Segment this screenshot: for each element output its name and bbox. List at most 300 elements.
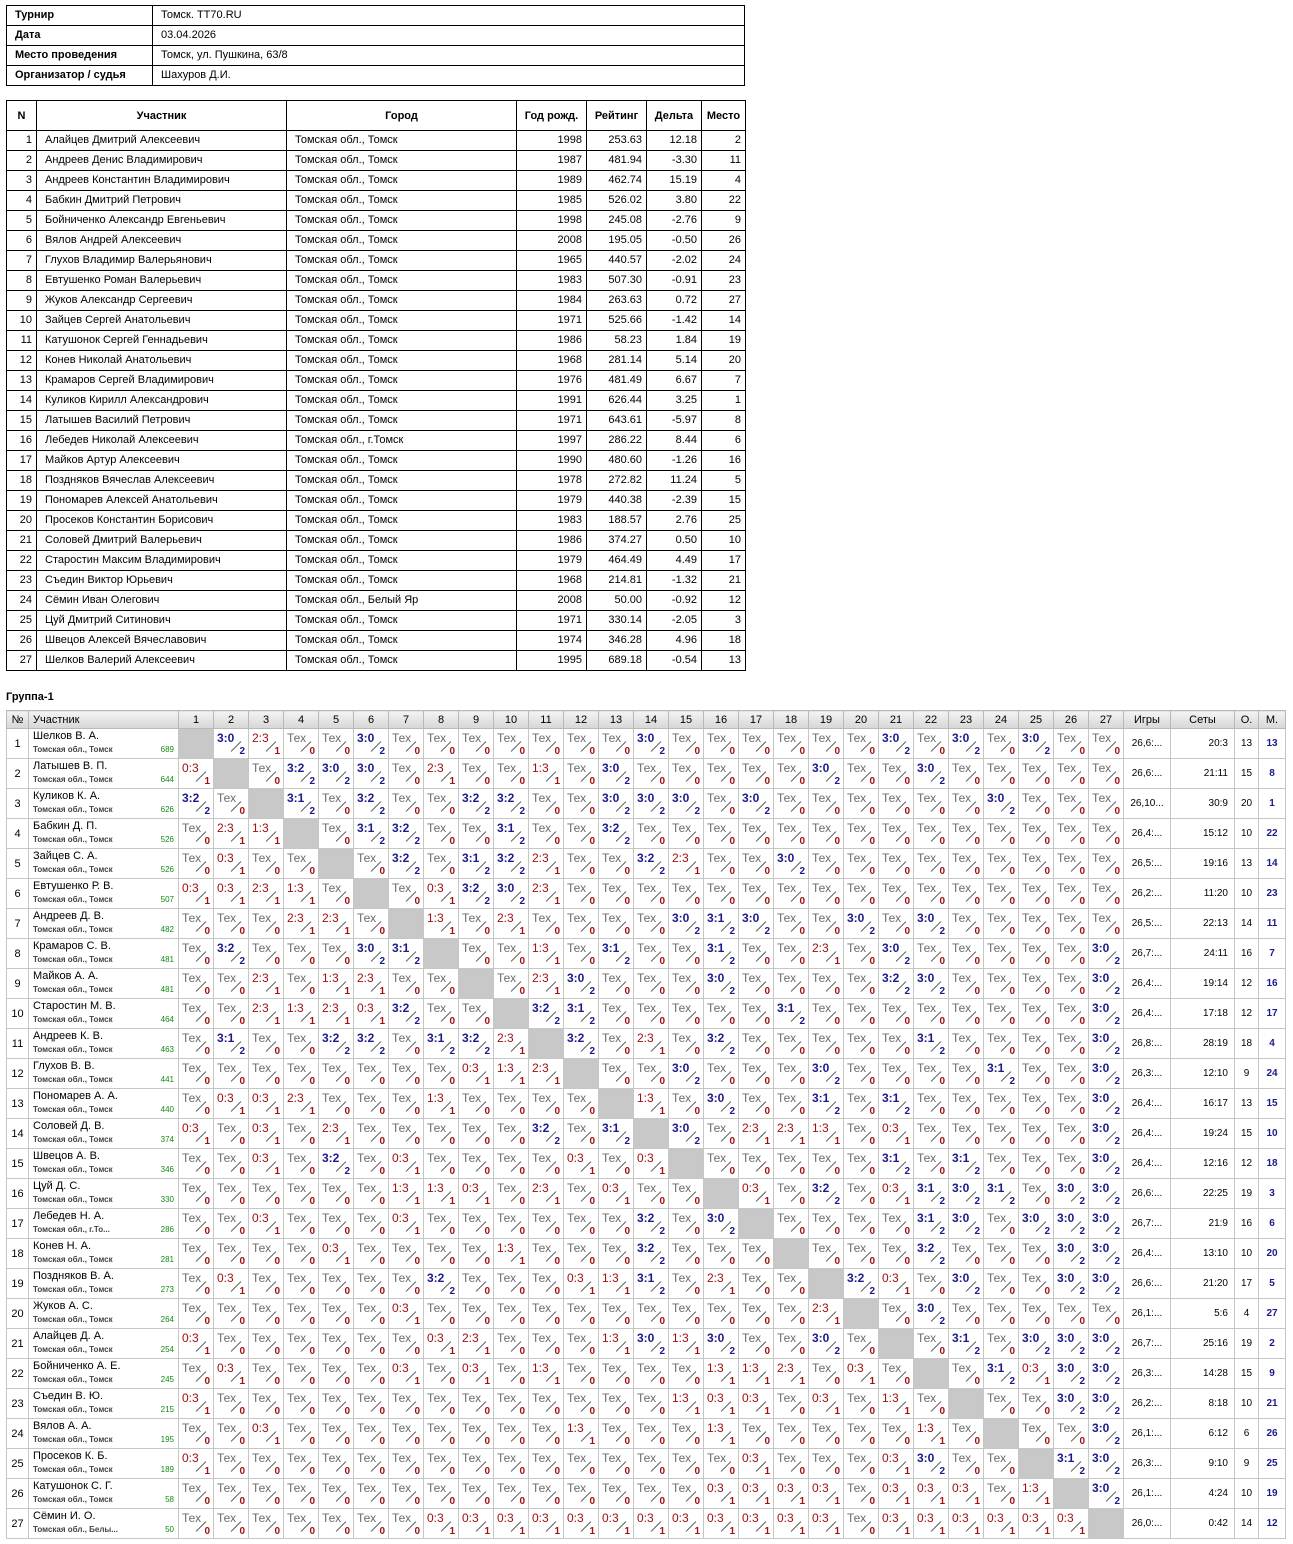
match-cell[interactable]	[599, 1179, 634, 1209]
match-cell[interactable]	[844, 1359, 879, 1389]
match-cell[interactable]	[529, 1389, 564, 1419]
match-cell[interactable]	[879, 789, 914, 819]
match-cell[interactable]	[914, 1089, 949, 1119]
match-cell[interactable]	[284, 1029, 319, 1059]
match-cell[interactable]	[424, 1209, 459, 1239]
match-cell[interactable]	[389, 1089, 424, 1119]
match-cell[interactable]	[284, 1359, 319, 1389]
match-cell[interactable]	[949, 1479, 984, 1509]
match-cell[interactable]	[774, 1149, 809, 1179]
match-cell[interactable]	[424, 1149, 459, 1179]
match-cell[interactable]	[739, 1509, 774, 1539]
match-cell[interactable]	[1089, 789, 1124, 819]
match-cell[interactable]	[949, 849, 984, 879]
match-cell[interactable]	[984, 1299, 1019, 1329]
match-cell[interactable]	[214, 729, 249, 759]
match-cell[interactable]	[1054, 819, 1089, 849]
match-cell[interactable]	[739, 1389, 774, 1419]
match-cell[interactable]	[1019, 1119, 1054, 1149]
match-cell[interactable]	[739, 1179, 774, 1209]
match-cell[interactable]	[914, 819, 949, 849]
match-cell[interactable]	[354, 1059, 389, 1089]
match-cell[interactable]	[389, 1419, 424, 1449]
match-cell[interactable]	[459, 879, 494, 909]
match-cell[interactable]	[179, 1059, 214, 1089]
match-cell[interactable]	[389, 1269, 424, 1299]
match-cell[interactable]	[459, 1389, 494, 1419]
match-cell[interactable]	[424, 1179, 459, 1209]
match-cell[interactable]	[669, 1479, 704, 1509]
match-cell[interactable]	[1019, 969, 1054, 999]
match-cell[interactable]	[739, 1329, 774, 1359]
match-cell[interactable]	[984, 849, 1019, 879]
match-cell[interactable]	[1089, 879, 1124, 909]
match-cell[interactable]	[984, 1479, 1019, 1509]
match-cell[interactable]	[179, 819, 214, 849]
match-cell[interactable]	[1054, 759, 1089, 789]
match-cell[interactable]	[354, 819, 389, 849]
match-cell[interactable]	[949, 939, 984, 969]
match-cell[interactable]	[179, 1089, 214, 1119]
match-cell[interactable]	[249, 1449, 284, 1479]
match-cell[interactable]	[949, 789, 984, 819]
match-cell[interactable]	[529, 1089, 564, 1119]
match-cell[interactable]	[669, 819, 704, 849]
match-cell[interactable]	[529, 1299, 564, 1329]
match-cell[interactable]	[704, 1509, 739, 1539]
match-cell[interactable]	[529, 819, 564, 849]
match-cell[interactable]	[249, 1479, 284, 1509]
match-cell[interactable]	[284, 1509, 319, 1539]
match-cell[interactable]	[984, 909, 1019, 939]
match-cell[interactable]	[214, 1419, 249, 1449]
match-cell[interactable]	[389, 759, 424, 789]
match-cell[interactable]	[1089, 1479, 1124, 1509]
match-cell[interactable]	[809, 1509, 844, 1539]
match-cell[interactable]	[669, 849, 704, 879]
match-cell[interactable]	[1019, 1299, 1054, 1329]
match-cell[interactable]	[739, 729, 774, 759]
match-cell[interactable]	[494, 1209, 529, 1239]
match-cell[interactable]	[354, 759, 389, 789]
match-cell[interactable]	[704, 1419, 739, 1449]
match-cell[interactable]	[914, 969, 949, 999]
match-cell[interactable]	[1089, 909, 1124, 939]
match-cell[interactable]	[424, 1119, 459, 1149]
match-cell[interactable]	[1089, 1209, 1124, 1239]
match-cell[interactable]	[529, 1239, 564, 1269]
match-cell[interactable]	[879, 879, 914, 909]
match-cell[interactable]	[879, 729, 914, 759]
match-cell[interactable]	[914, 759, 949, 789]
match-cell[interactable]	[739, 1479, 774, 1509]
match-cell[interactable]	[704, 1029, 739, 1059]
match-cell[interactable]	[844, 1209, 879, 1239]
match-cell[interactable]	[424, 879, 459, 909]
match-cell[interactable]	[389, 999, 424, 1029]
match-cell[interactable]	[634, 1179, 669, 1209]
match-cell[interactable]	[809, 1149, 844, 1179]
match-cell[interactable]	[249, 1389, 284, 1419]
match-cell[interactable]	[739, 1119, 774, 1149]
match-cell[interactable]	[424, 789, 459, 819]
match-cell[interactable]	[564, 1299, 599, 1329]
match-cell[interactable]	[249, 1269, 284, 1299]
match-cell[interactable]	[949, 1269, 984, 1299]
match-cell[interactable]	[564, 1419, 599, 1449]
match-cell[interactable]	[214, 1029, 249, 1059]
match-cell[interactable]	[984, 1359, 1019, 1389]
match-cell[interactable]	[599, 729, 634, 759]
match-cell[interactable]	[879, 1209, 914, 1239]
match-cell[interactable]	[564, 849, 599, 879]
match-cell[interactable]	[634, 849, 669, 879]
match-cell[interactable]	[984, 939, 1019, 969]
match-cell[interactable]	[599, 1119, 634, 1149]
match-cell[interactable]	[459, 1269, 494, 1299]
match-cell[interactable]	[354, 1269, 389, 1299]
match-cell[interactable]	[1089, 1329, 1124, 1359]
match-cell[interactable]	[1019, 1029, 1054, 1059]
match-cell[interactable]	[774, 729, 809, 759]
match-cell[interactable]	[809, 1329, 844, 1359]
match-cell[interactable]	[599, 1149, 634, 1179]
match-cell[interactable]	[1089, 1419, 1124, 1449]
match-cell[interactable]	[774, 1059, 809, 1089]
match-cell[interactable]	[809, 999, 844, 1029]
match-cell[interactable]	[179, 1239, 214, 1269]
match-cell[interactable]	[284, 789, 319, 819]
match-cell[interactable]	[774, 1089, 809, 1119]
match-cell[interactable]	[669, 729, 704, 759]
match-cell[interactable]	[669, 1509, 704, 1539]
match-cell[interactable]	[529, 1179, 564, 1209]
match-cell[interactable]	[529, 789, 564, 819]
match-cell[interactable]	[249, 729, 284, 759]
match-cell[interactable]	[249, 1509, 284, 1539]
match-cell[interactable]	[914, 1509, 949, 1539]
match-cell[interactable]	[284, 1089, 319, 1119]
match-cell[interactable]	[984, 819, 1019, 849]
match-cell[interactable]	[774, 1359, 809, 1389]
match-cell[interactable]	[564, 1149, 599, 1179]
match-cell[interactable]	[459, 1509, 494, 1539]
match-cell[interactable]	[774, 1179, 809, 1209]
match-cell[interactable]	[1019, 1149, 1054, 1179]
match-cell[interactable]	[459, 1299, 494, 1329]
match-cell[interactable]	[459, 1029, 494, 1059]
match-cell[interactable]	[564, 1329, 599, 1359]
match-cell[interactable]	[284, 729, 319, 759]
match-cell[interactable]	[1019, 909, 1054, 939]
match-cell[interactable]	[529, 849, 564, 879]
match-cell[interactable]	[879, 1179, 914, 1209]
match-cell[interactable]	[634, 1509, 669, 1539]
match-cell[interactable]	[494, 1089, 529, 1119]
match-cell[interactable]	[564, 999, 599, 1029]
match-cell[interactable]	[634, 819, 669, 849]
match-cell[interactable]	[1019, 729, 1054, 759]
match-cell[interactable]	[844, 1239, 879, 1269]
match-cell[interactable]	[494, 1149, 529, 1179]
match-cell[interactable]	[459, 1329, 494, 1359]
match-cell[interactable]	[844, 1149, 879, 1179]
match-cell[interactable]	[774, 1329, 809, 1359]
match-cell[interactable]	[984, 1119, 1019, 1149]
match-cell[interactable]	[739, 1149, 774, 1179]
match-cell[interactable]	[949, 1359, 984, 1389]
match-cell[interactable]	[879, 999, 914, 1029]
match-cell[interactable]	[494, 849, 529, 879]
match-cell[interactable]	[459, 759, 494, 789]
match-cell[interactable]	[949, 1329, 984, 1359]
match-cell[interactable]	[564, 1449, 599, 1479]
match-cell[interactable]	[774, 1449, 809, 1479]
match-cell[interactable]	[739, 1089, 774, 1119]
match-cell[interactable]	[424, 1329, 459, 1359]
match-cell[interactable]	[739, 759, 774, 789]
match-cell[interactable]	[249, 999, 284, 1029]
match-cell[interactable]	[669, 1029, 704, 1059]
match-cell[interactable]	[949, 1179, 984, 1209]
match-cell[interactable]	[809, 1209, 844, 1239]
match-cell[interactable]	[389, 1509, 424, 1539]
match-cell[interactable]	[319, 1179, 354, 1209]
match-cell[interactable]	[459, 1419, 494, 1449]
match-cell[interactable]	[984, 1389, 1019, 1419]
match-cell[interactable]	[704, 1059, 739, 1089]
match-cell[interactable]	[669, 759, 704, 789]
match-cell[interactable]	[529, 1449, 564, 1479]
match-cell[interactable]	[879, 849, 914, 879]
match-cell[interactable]	[564, 1029, 599, 1059]
match-cell[interactable]	[704, 1119, 739, 1149]
match-cell[interactable]	[1019, 759, 1054, 789]
match-cell[interactable]	[1019, 1359, 1054, 1389]
match-cell[interactable]	[844, 1479, 879, 1509]
match-cell[interactable]	[494, 939, 529, 969]
match-cell[interactable]	[389, 1329, 424, 1359]
match-cell[interactable]	[354, 1359, 389, 1389]
match-cell[interactable]	[984, 999, 1019, 1029]
match-cell[interactable]	[1089, 1029, 1124, 1059]
match-cell[interactable]	[879, 1299, 914, 1329]
match-cell[interactable]	[914, 1329, 949, 1359]
match-cell[interactable]	[354, 1209, 389, 1239]
match-cell[interactable]	[1019, 1059, 1054, 1089]
match-cell[interactable]	[249, 1089, 284, 1119]
match-cell[interactable]	[774, 1209, 809, 1239]
match-cell[interactable]	[354, 1419, 389, 1449]
match-cell[interactable]	[389, 1389, 424, 1419]
match-cell[interactable]	[179, 1509, 214, 1539]
match-cell[interactable]	[284, 999, 319, 1029]
match-cell[interactable]	[564, 879, 599, 909]
match-cell[interactable]	[599, 1419, 634, 1449]
match-cell[interactable]	[284, 759, 319, 789]
match-cell[interactable]	[809, 909, 844, 939]
match-cell[interactable]	[949, 999, 984, 1029]
match-cell[interactable]	[249, 939, 284, 969]
match-cell[interactable]	[179, 1419, 214, 1449]
match-cell[interactable]	[1089, 1449, 1124, 1479]
match-cell[interactable]	[354, 1299, 389, 1329]
match-cell[interactable]	[494, 1299, 529, 1329]
match-cell[interactable]	[529, 909, 564, 939]
match-cell[interactable]	[599, 819, 634, 849]
match-cell[interactable]	[1019, 1209, 1054, 1239]
match-cell[interactable]	[844, 1389, 879, 1419]
match-cell[interactable]	[669, 1359, 704, 1389]
match-cell[interactable]	[984, 759, 1019, 789]
match-cell[interactable]	[424, 1029, 459, 1059]
match-cell[interactable]	[1019, 789, 1054, 819]
match-cell[interactable]	[1019, 1419, 1054, 1449]
match-cell[interactable]	[319, 1419, 354, 1449]
match-cell[interactable]	[564, 1479, 599, 1509]
match-cell[interactable]	[984, 1059, 1019, 1089]
match-cell[interactable]	[214, 1119, 249, 1149]
match-cell[interactable]	[949, 729, 984, 759]
match-cell[interactable]	[354, 1149, 389, 1179]
match-cell[interactable]	[984, 1179, 1019, 1209]
match-cell[interactable]	[494, 1029, 529, 1059]
match-cell[interactable]	[599, 1449, 634, 1479]
match-cell[interactable]	[634, 1479, 669, 1509]
match-cell[interactable]	[739, 1029, 774, 1059]
match-cell[interactable]	[494, 1059, 529, 1089]
match-cell[interactable]	[1019, 1509, 1054, 1539]
match-cell[interactable]	[424, 1089, 459, 1119]
match-cell[interactable]	[844, 1029, 879, 1059]
match-cell[interactable]	[529, 1479, 564, 1509]
match-cell[interactable]	[599, 1329, 634, 1359]
match-cell[interactable]	[179, 1359, 214, 1389]
match-cell[interactable]	[1054, 1449, 1089, 1479]
match-cell[interactable]	[529, 729, 564, 759]
match-cell[interactable]	[914, 1419, 949, 1449]
match-cell[interactable]	[879, 1119, 914, 1149]
match-cell[interactable]	[669, 1209, 704, 1239]
match-cell[interactable]	[319, 879, 354, 909]
match-cell[interactable]	[1019, 1179, 1054, 1209]
match-cell[interactable]	[1089, 939, 1124, 969]
match-cell[interactable]	[669, 1239, 704, 1269]
match-cell[interactable]	[949, 1149, 984, 1179]
match-cell[interactable]	[634, 1059, 669, 1089]
match-cell[interactable]	[1054, 849, 1089, 879]
match-cell[interactable]	[424, 849, 459, 879]
match-cell[interactable]	[914, 1269, 949, 1299]
match-cell[interactable]	[844, 759, 879, 789]
match-cell[interactable]	[844, 1419, 879, 1449]
match-cell[interactable]	[704, 759, 739, 789]
match-cell[interactable]	[424, 969, 459, 999]
match-cell[interactable]	[354, 789, 389, 819]
match-cell[interactable]	[564, 1509, 599, 1539]
match-cell[interactable]	[319, 759, 354, 789]
match-cell[interactable]	[424, 1359, 459, 1389]
match-cell[interactable]	[1089, 999, 1124, 1029]
match-cell[interactable]	[1054, 1089, 1089, 1119]
match-cell[interactable]	[389, 729, 424, 759]
match-cell[interactable]	[1089, 1149, 1124, 1179]
match-cell[interactable]	[844, 789, 879, 819]
match-cell[interactable]	[634, 1089, 669, 1119]
match-cell[interactable]	[809, 1389, 844, 1419]
match-cell[interactable]	[459, 1089, 494, 1119]
match-cell[interactable]	[494, 1359, 529, 1389]
match-cell[interactable]	[284, 909, 319, 939]
match-cell[interactable]	[459, 1119, 494, 1149]
match-cell[interactable]	[389, 789, 424, 819]
match-cell[interactable]	[214, 939, 249, 969]
match-cell[interactable]	[389, 819, 424, 849]
match-cell[interactable]	[389, 1119, 424, 1149]
match-cell[interactable]	[809, 1089, 844, 1119]
match-cell[interactable]	[319, 1209, 354, 1239]
match-cell[interactable]	[284, 1449, 319, 1479]
match-cell[interactable]	[319, 909, 354, 939]
match-cell[interactable]	[319, 1299, 354, 1329]
match-cell[interactable]	[529, 969, 564, 999]
match-cell[interactable]	[1054, 1299, 1089, 1329]
match-cell[interactable]	[739, 1239, 774, 1269]
match-cell[interactable]	[319, 819, 354, 849]
match-cell[interactable]	[634, 1389, 669, 1419]
match-cell[interactable]	[669, 1059, 704, 1089]
match-cell[interactable]	[389, 1209, 424, 1239]
match-cell[interactable]	[1019, 939, 1054, 969]
match-cell[interactable]	[1019, 849, 1054, 879]
match-cell[interactable]	[809, 1479, 844, 1509]
match-cell[interactable]	[284, 1419, 319, 1449]
match-cell[interactable]	[809, 1029, 844, 1059]
match-cell[interactable]	[179, 879, 214, 909]
match-cell[interactable]	[179, 849, 214, 879]
match-cell[interactable]	[529, 1149, 564, 1179]
match-cell[interactable]	[459, 729, 494, 759]
match-cell[interactable]	[214, 1479, 249, 1509]
match-cell[interactable]	[354, 1329, 389, 1359]
match-cell[interactable]	[914, 849, 949, 879]
match-cell[interactable]	[599, 759, 634, 789]
match-cell[interactable]	[214, 819, 249, 849]
match-cell[interactable]	[319, 1449, 354, 1479]
match-cell[interactable]	[214, 879, 249, 909]
match-cell[interactable]	[564, 1089, 599, 1119]
match-cell[interactable]	[179, 1119, 214, 1149]
match-cell[interactable]	[319, 939, 354, 969]
match-cell[interactable]	[179, 1479, 214, 1509]
match-cell[interactable]	[249, 849, 284, 879]
match-cell[interactable]	[494, 1329, 529, 1359]
match-cell[interactable]	[634, 1269, 669, 1299]
match-cell[interactable]	[424, 759, 459, 789]
match-cell[interactable]	[424, 1389, 459, 1419]
match-cell[interactable]	[914, 909, 949, 939]
match-cell[interactable]	[844, 909, 879, 939]
match-cell[interactable]	[809, 939, 844, 969]
match-cell[interactable]	[809, 969, 844, 999]
match-cell[interactable]	[669, 909, 704, 939]
match-cell[interactable]	[214, 1239, 249, 1269]
match-cell[interactable]	[494, 1509, 529, 1539]
match-cell[interactable]	[914, 789, 949, 819]
match-cell[interactable]	[214, 1299, 249, 1329]
match-cell[interactable]	[1054, 1059, 1089, 1089]
match-cell[interactable]	[214, 1059, 249, 1089]
